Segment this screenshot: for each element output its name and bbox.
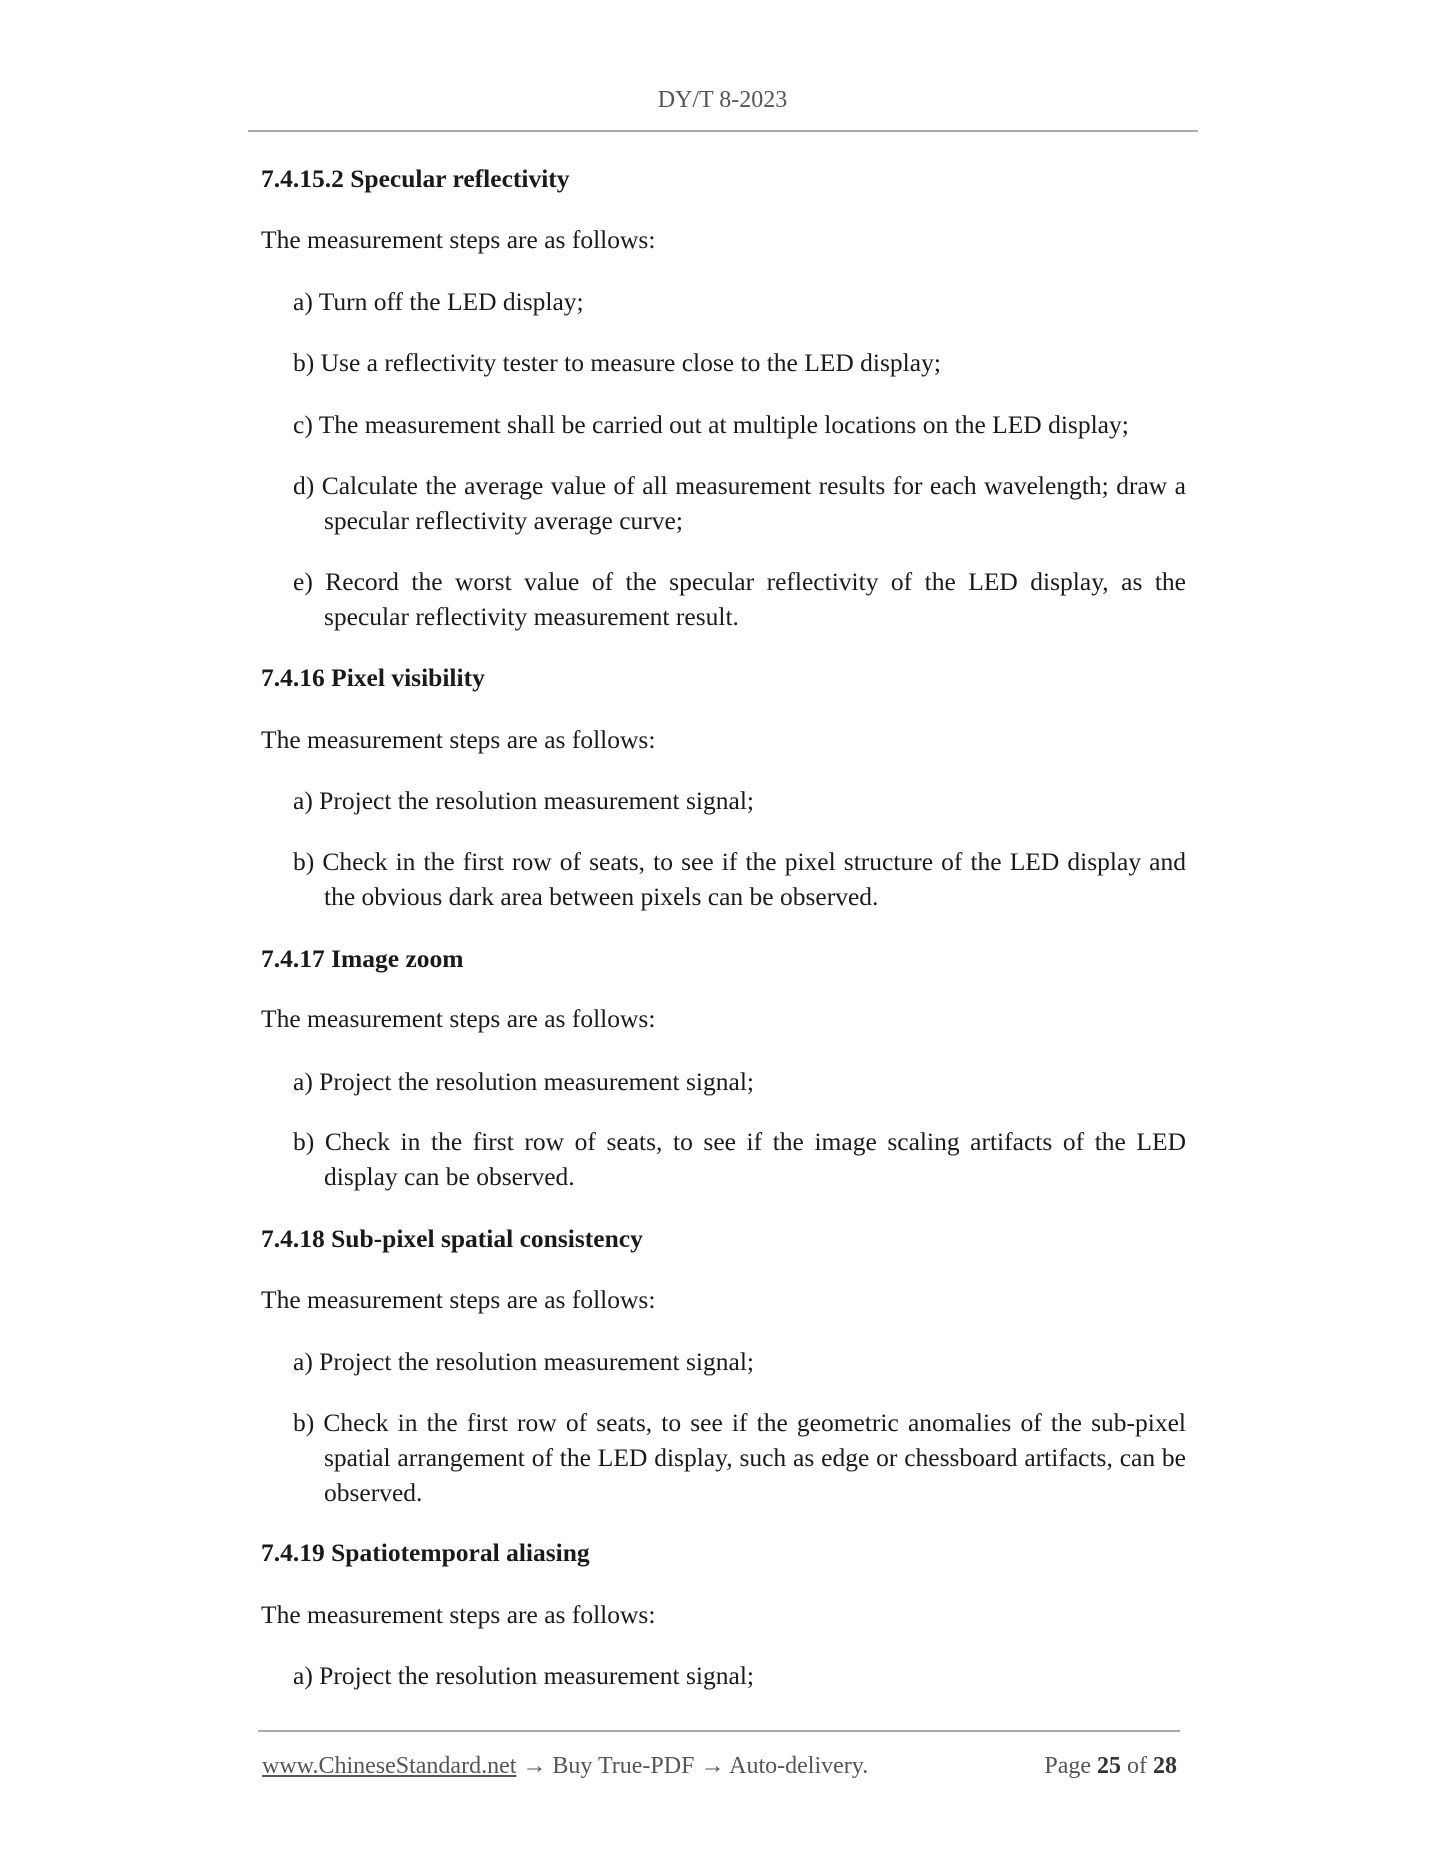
section-heading: 7.4.15.2 Specular reflectivity bbox=[261, 164, 570, 193]
list-item: a) Project the resolution measurement signal; bbox=[293, 786, 754, 815]
list-item: a) Project the resolution measurement signal; bbox=[293, 1347, 754, 1376]
list-item: b) Check in the first row of seats, to see if the pixel structure of the LED display and the obvious dark area between pixels can be observed. bbox=[293, 847, 1186, 911]
section-intro: The measurement steps are as follows: bbox=[261, 1600, 656, 1629]
arrow-right-icon: → bbox=[522, 1753, 547, 1779]
section-heading: 7.4.19 Spatiotemporal aliasing bbox=[261, 1538, 590, 1567]
of-label: of bbox=[1127, 1753, 1147, 1779]
document-id-header: DY/T 8-2023 bbox=[657, 87, 788, 113]
header-divider bbox=[248, 130, 1198, 132]
arrow-right-icon: → bbox=[700, 1753, 725, 1779]
delivery-text: Auto-delivery. bbox=[729, 1753, 869, 1779]
list-item: b) Check in the first row of seats, to see if the geometric anomalies of the sub-pixel spatial arrangement of the LED display, such as edge or chessboard artifacts, can be observed. bbox=[293, 1408, 1186, 1507]
section-heading: 7.4.18 Sub-pixel spatial consistency bbox=[261, 1224, 643, 1253]
list-item: a) Project the resolution measurement signal; bbox=[293, 1067, 754, 1096]
list-item: a) Project the resolution measurement signal; bbox=[293, 1661, 754, 1690]
footer-promo bbox=[262, 1750, 868, 1782]
section-intro: The measurement steps are as follows: bbox=[261, 1285, 656, 1314]
page-label: Page bbox=[1044, 1753, 1091, 1779]
list-item: e) Record the worst value of the specular reflectivity of the LED display, as the specular reflectivity measurement result. bbox=[293, 567, 1186, 631]
list-item: c) The measurement shall be carried out at multiple locations on the LED display; bbox=[293, 410, 1129, 439]
list-item: a) Turn off the LED display; bbox=[293, 287, 584, 316]
section-heading: 7.4.16 Pixel visibility bbox=[261, 663, 485, 692]
section-intro: The measurement steps are as follows: bbox=[261, 1004, 656, 1033]
section-intro: The measurement steps are as follows: bbox=[261, 725, 656, 754]
section-intro: The measurement steps are as follows: bbox=[261, 225, 656, 254]
page-number bbox=[1044, 1750, 1177, 1782]
website-link[interactable]: www.ChineseStandard.net bbox=[262, 1753, 517, 1779]
current-page: 25 bbox=[1097, 1753, 1121, 1779]
buy-text: Buy True-PDF bbox=[552, 1753, 695, 1779]
list-item: b) Use a reflectivity tester to measure close to the LED display; bbox=[293, 348, 941, 377]
section-heading: 7.4.17 Image zoom bbox=[261, 944, 464, 973]
list-item: d) Calculate the average value of all measurement results for each wavelength; draw a specular reflectivity average curve; bbox=[293, 471, 1186, 535]
list-item: b) Check in the first row of seats, to see if the image scaling artifacts of the LED display can be observed. bbox=[293, 1127, 1186, 1191]
total-pages: 28 bbox=[1153, 1753, 1177, 1779]
footer-divider bbox=[258, 1730, 1180, 1732]
